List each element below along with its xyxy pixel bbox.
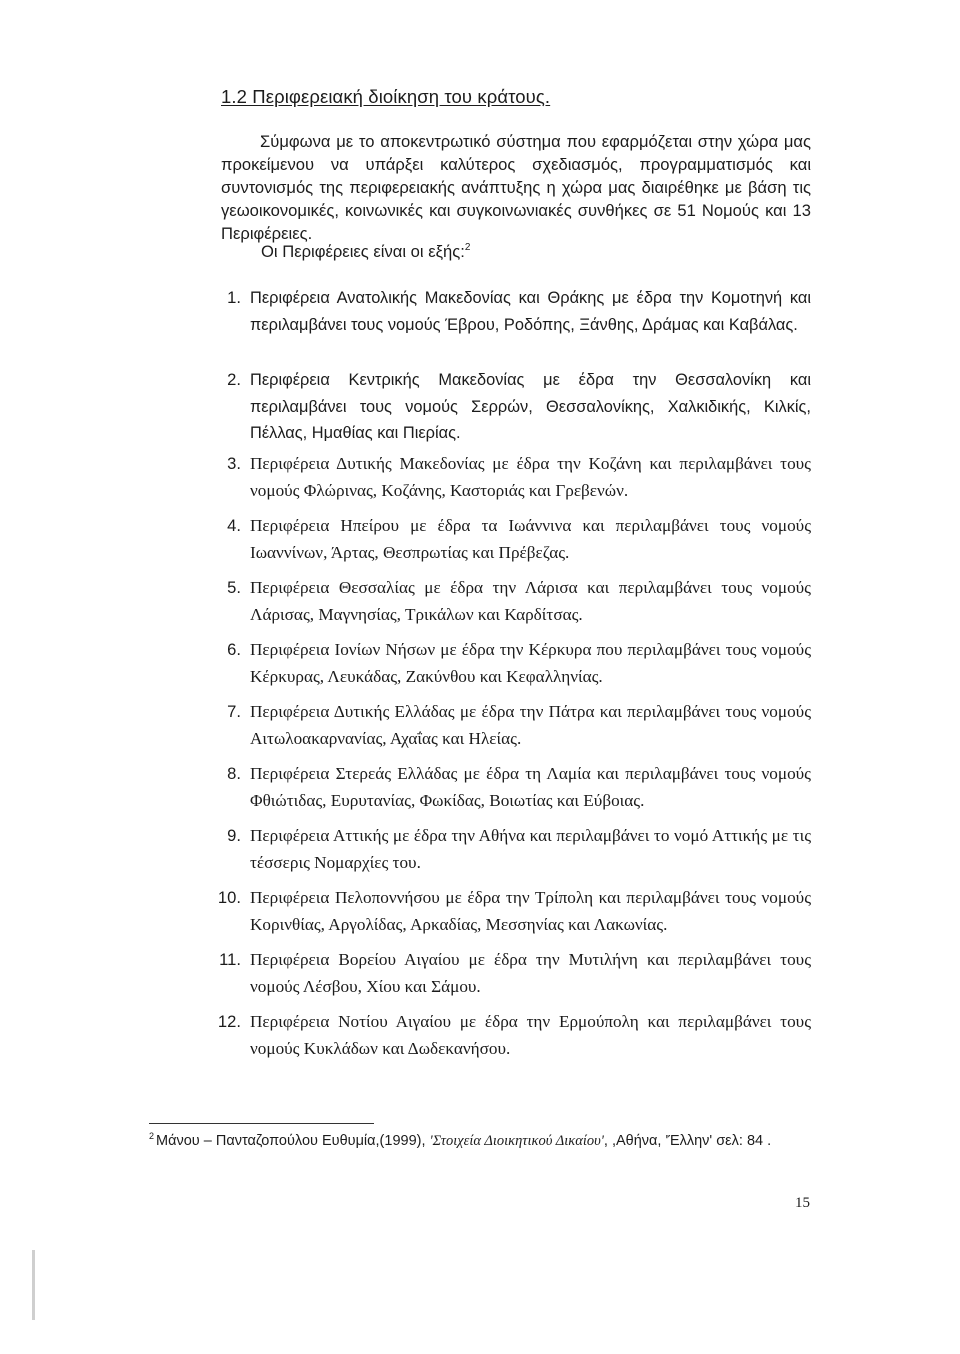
- item-text: Περιφέρεια Ηπείρου με έδρα τα Ιωάννινα και περιλαμβάνει τους νομούς Ιωαννίνων, Άρτας, Θεσπρωτίας και Πρέβεζας.: [250, 516, 811, 562]
- item-number: 5.: [227, 578, 241, 597]
- item-text: Περιφέρεια Στερεάς Ελλάδας με έδρα τη Λαμία και περιλαμβάνει τους νομούς Φθιώτιδας, Ευρυτανίας, Φωκίδας, Βοιωτίας και Εύβοιας.: [250, 764, 811, 810]
- item-text: Περιφέρεια Νοτίου Αιγαίου με έδρα την Ερμούπολη και περιλαμβάνει τους νομούς Κυκλάδων και Δωδεκανήσου.: [250, 1012, 811, 1058]
- item-number: 12.: [217, 1012, 241, 1031]
- item-text: Περιφέρεια Θεσσαλίας με έδρα την Λάρισα και περιλαμβάνει τους νομούς Λάρισας, Μαγνησίας, Τρικάλων και Καρδίτσας.: [250, 578, 811, 624]
- footnote-author: Μάνου – Πανταζοπούλου Ευθυμία,(1999),: [156, 1133, 430, 1149]
- regions-lead-sentence: [261, 242, 470, 262]
- section-heading: 1.2 Περιφερειακή διοίκηση του κράτους.: [221, 86, 551, 107]
- footnote-marker: 2: [149, 1131, 155, 1141]
- item-text: Περιφέρεια Ιονίων Νήσων με έδρα την Κέρκυρα που περιλαμβάνει τους νομούς Κέρκυρας, Λευκάδας, Ζακύνθου και Κεφαλληνίας.: [250, 640, 811, 686]
- item-number: 10.: [217, 888, 241, 907]
- item-number: 11.: [219, 950, 241, 969]
- item-number: 8.: [227, 764, 241, 783]
- item-number: 2.: [227, 370, 241, 389]
- item-text: Περιφέρεια Κεντρικής Μακεδονίας με έδρα την Θεσσαλονίκη και περιλαμβάνει τους νομούς Σερρών, Θεσσαλονίκης, Χαλκιδικής, Κιλκίς, Πέλλας, Ημαθίας και Πιερίας.: [250, 371, 811, 442]
- footnote: [149, 1131, 771, 1150]
- item-text: Περιφέρεια Δυτικής Μακεδονίας με έδρα την Κοζάνη και περιλαμβάνει τους νομούς Φλώρινας, Κοζάνης, Καστοριάς και Γρεβενών.: [250, 454, 811, 500]
- lead-text: Οι Περιφέρειες είναι οι εξής:: [261, 242, 465, 261]
- item-text: Περιφέρεια Πελοποννήσου με έδρα την Τρίπολη και περιλαμβάνει τους νομούς Κορινθίας, Αργολίδας, Αρκαδίας, Μεσσηνίας και Λακωνίας.: [250, 888, 811, 934]
- intro-paragraph: Σύμφωνα με το αποκεντρωτικό σύστημα που εφαρμόζεται στην χώρα μας προκείμενου να υπάρξει καλύτερος σχεδιασμός, προγραμματισμός και συντονισμός της περιφερειακής ανάπτυξης η χώρα μας διαιρέθηκε με βάση τις γεωοικονομικές, κοινωνικές και συγκοινωνιακές συνθήκες σε 51 Νομούς και 13 Περιφέρειες.: [221, 132, 811, 243]
- item-number: 6.: [227, 640, 241, 659]
- item-text: Περιφέρεια Δυτικής Ελλάδας με έδρα την Πάτρα και περιλαμβάνει τους νομούς Αιτωλοακαρνανίας, Αχαΐας και Ηλείας.: [250, 702, 811, 748]
- item-number: 7.: [227, 702, 241, 721]
- footnote-details: , ,Αθήνα, 'Έλλην' σελ: 84 .: [603, 1133, 772, 1149]
- scan-edge-mark: [32, 1250, 35, 1320]
- footnote-title: 'Στοιχεία Διοικητικού Δικαίου': [429, 1133, 604, 1149]
- item-text: Περιφέρεια Αττικής με έδρα την Αθήνα και περιλαμβάνει το νομό Αττικής με τις τέσσερις Νομαρχίες του.: [250, 826, 811, 872]
- item-number: 4.: [227, 516, 241, 535]
- item-text: Περιφέρεια Ανατολικής Μακεδονίας και Θράκης με έδρα την Κομοτηνή και περιλαμβάνει τους νομούς Έβρου, Ροδόπης, Ξάνθης, Δράμας και Καβάλας.: [250, 289, 811, 334]
- footnote-reference: 2: [464, 242, 471, 253]
- item-number: 3.: [227, 454, 241, 473]
- footnote-divider: [149, 1123, 374, 1124]
- item-number: 9.: [227, 826, 241, 845]
- item-text: Περιφέρεια Βορείου Αιγαίου με έδρα την Μυτιλήνη και περιλαμβάνει τους νομούς Λέσβου, Χίου και Σάμου.: [250, 950, 811, 996]
- item-number: 1.: [227, 288, 241, 307]
- page-number: 15: [795, 1195, 810, 1211]
